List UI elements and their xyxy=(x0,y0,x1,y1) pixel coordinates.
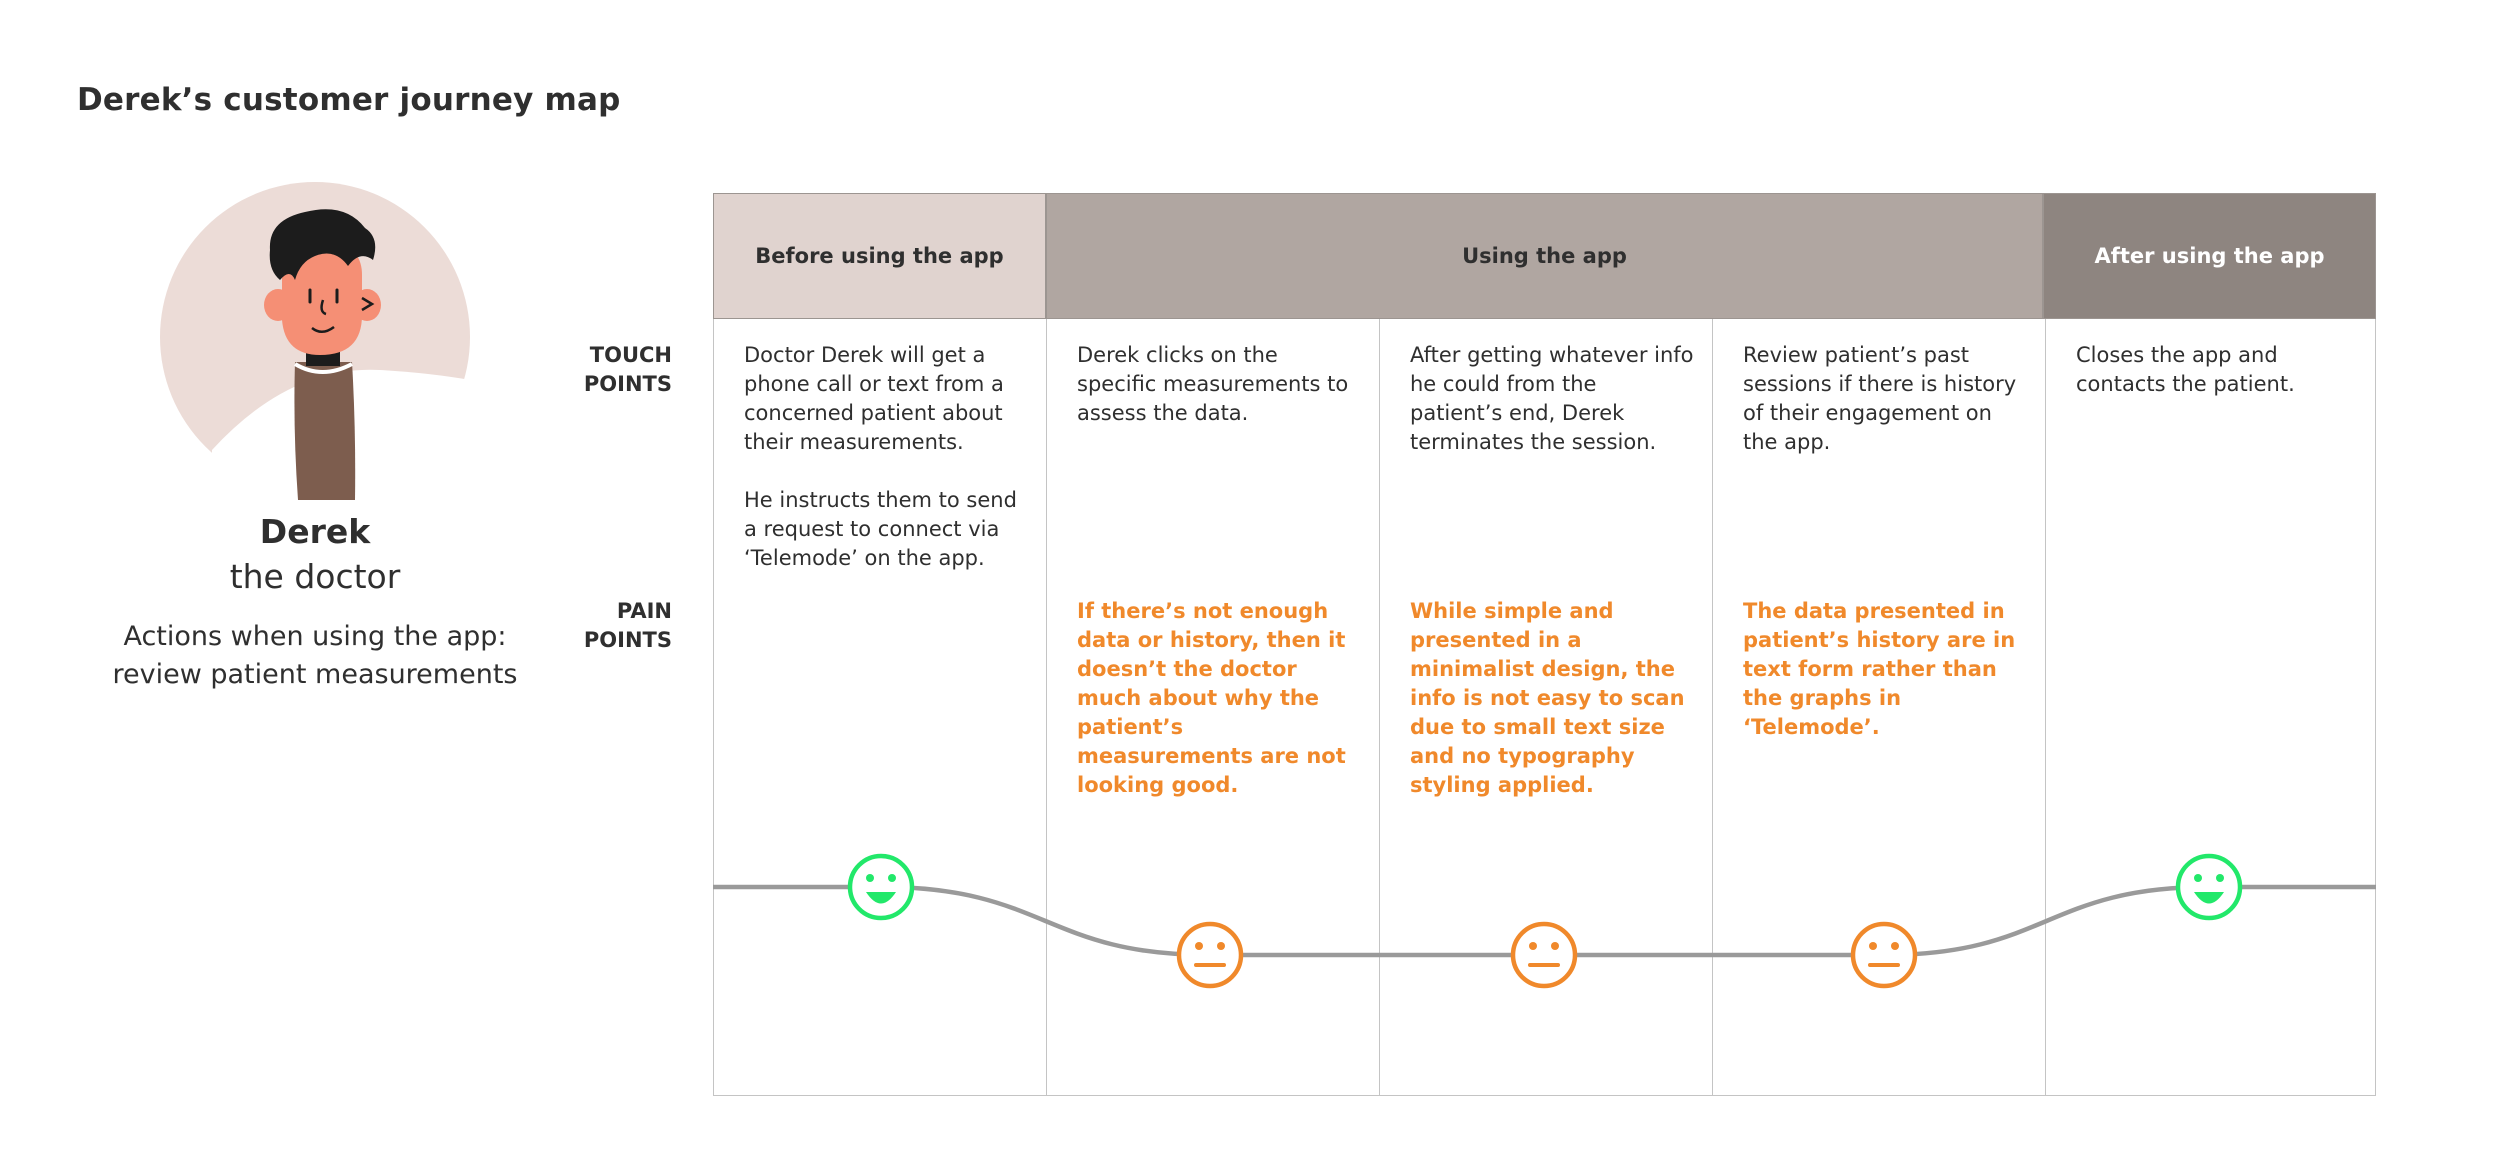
touch-point-text: Closes the app and contacts the patient. xyxy=(2076,343,2295,396)
persona-actions: Actions when using the app: review patient measurements xyxy=(112,621,518,690)
pain-points-label: PAIN POINTS xyxy=(583,599,672,652)
stage-column-1 xyxy=(713,319,1046,1096)
avatar xyxy=(90,180,540,500)
touch-point-text: Doctor Derek will get a phone call or text from a concerned patient about their measurements. He instructs them to send a request to connect via ‘Telemode’ on the app. xyxy=(744,343,1017,570)
stage-column-4 xyxy=(1712,319,2045,1096)
pain-point-text: The data presented in patient’s history are in text form rather than the graphs in ‘Telemode’. xyxy=(1743,599,2016,739)
persona-role: the doctor xyxy=(229,557,401,596)
stage-column-5 xyxy=(2045,319,2376,1096)
page-title: Derek’s customer journey map xyxy=(77,82,621,118)
stage-column-3 xyxy=(1379,319,1712,1096)
journey-map xyxy=(713,193,2376,1096)
phase-after-header: After using the app xyxy=(2043,193,2376,319)
touch-point-text: Review patient’s past sessions if there is history of their engagement on the app. xyxy=(1743,343,2017,454)
phase-before-header: Before using the app xyxy=(713,193,1046,319)
touch-point-text: After getting whatever info he could from the patient’s end, Derek terminates the session. xyxy=(1410,343,1694,454)
touch-point-text: Derek clicks on the specific measurements to assess the data. xyxy=(1077,343,1349,425)
persona-name: Derek xyxy=(259,512,371,551)
pain-point-text: While simple and presented in a minimalist design, the info is not easy to scan due to small text size and no typography styling applied. xyxy=(1410,599,1685,797)
persona-card xyxy=(90,180,540,694)
stage-column-2 xyxy=(1046,319,1379,1096)
touch-points-label: TOUCH POINTS xyxy=(583,343,672,396)
phase-using-header: Using the app xyxy=(1046,193,2043,319)
pain-point-text: If there’s not enough data or history, then it doesn’t the doctor much about why the patient’s measurements are not looking good. xyxy=(1077,599,1346,797)
